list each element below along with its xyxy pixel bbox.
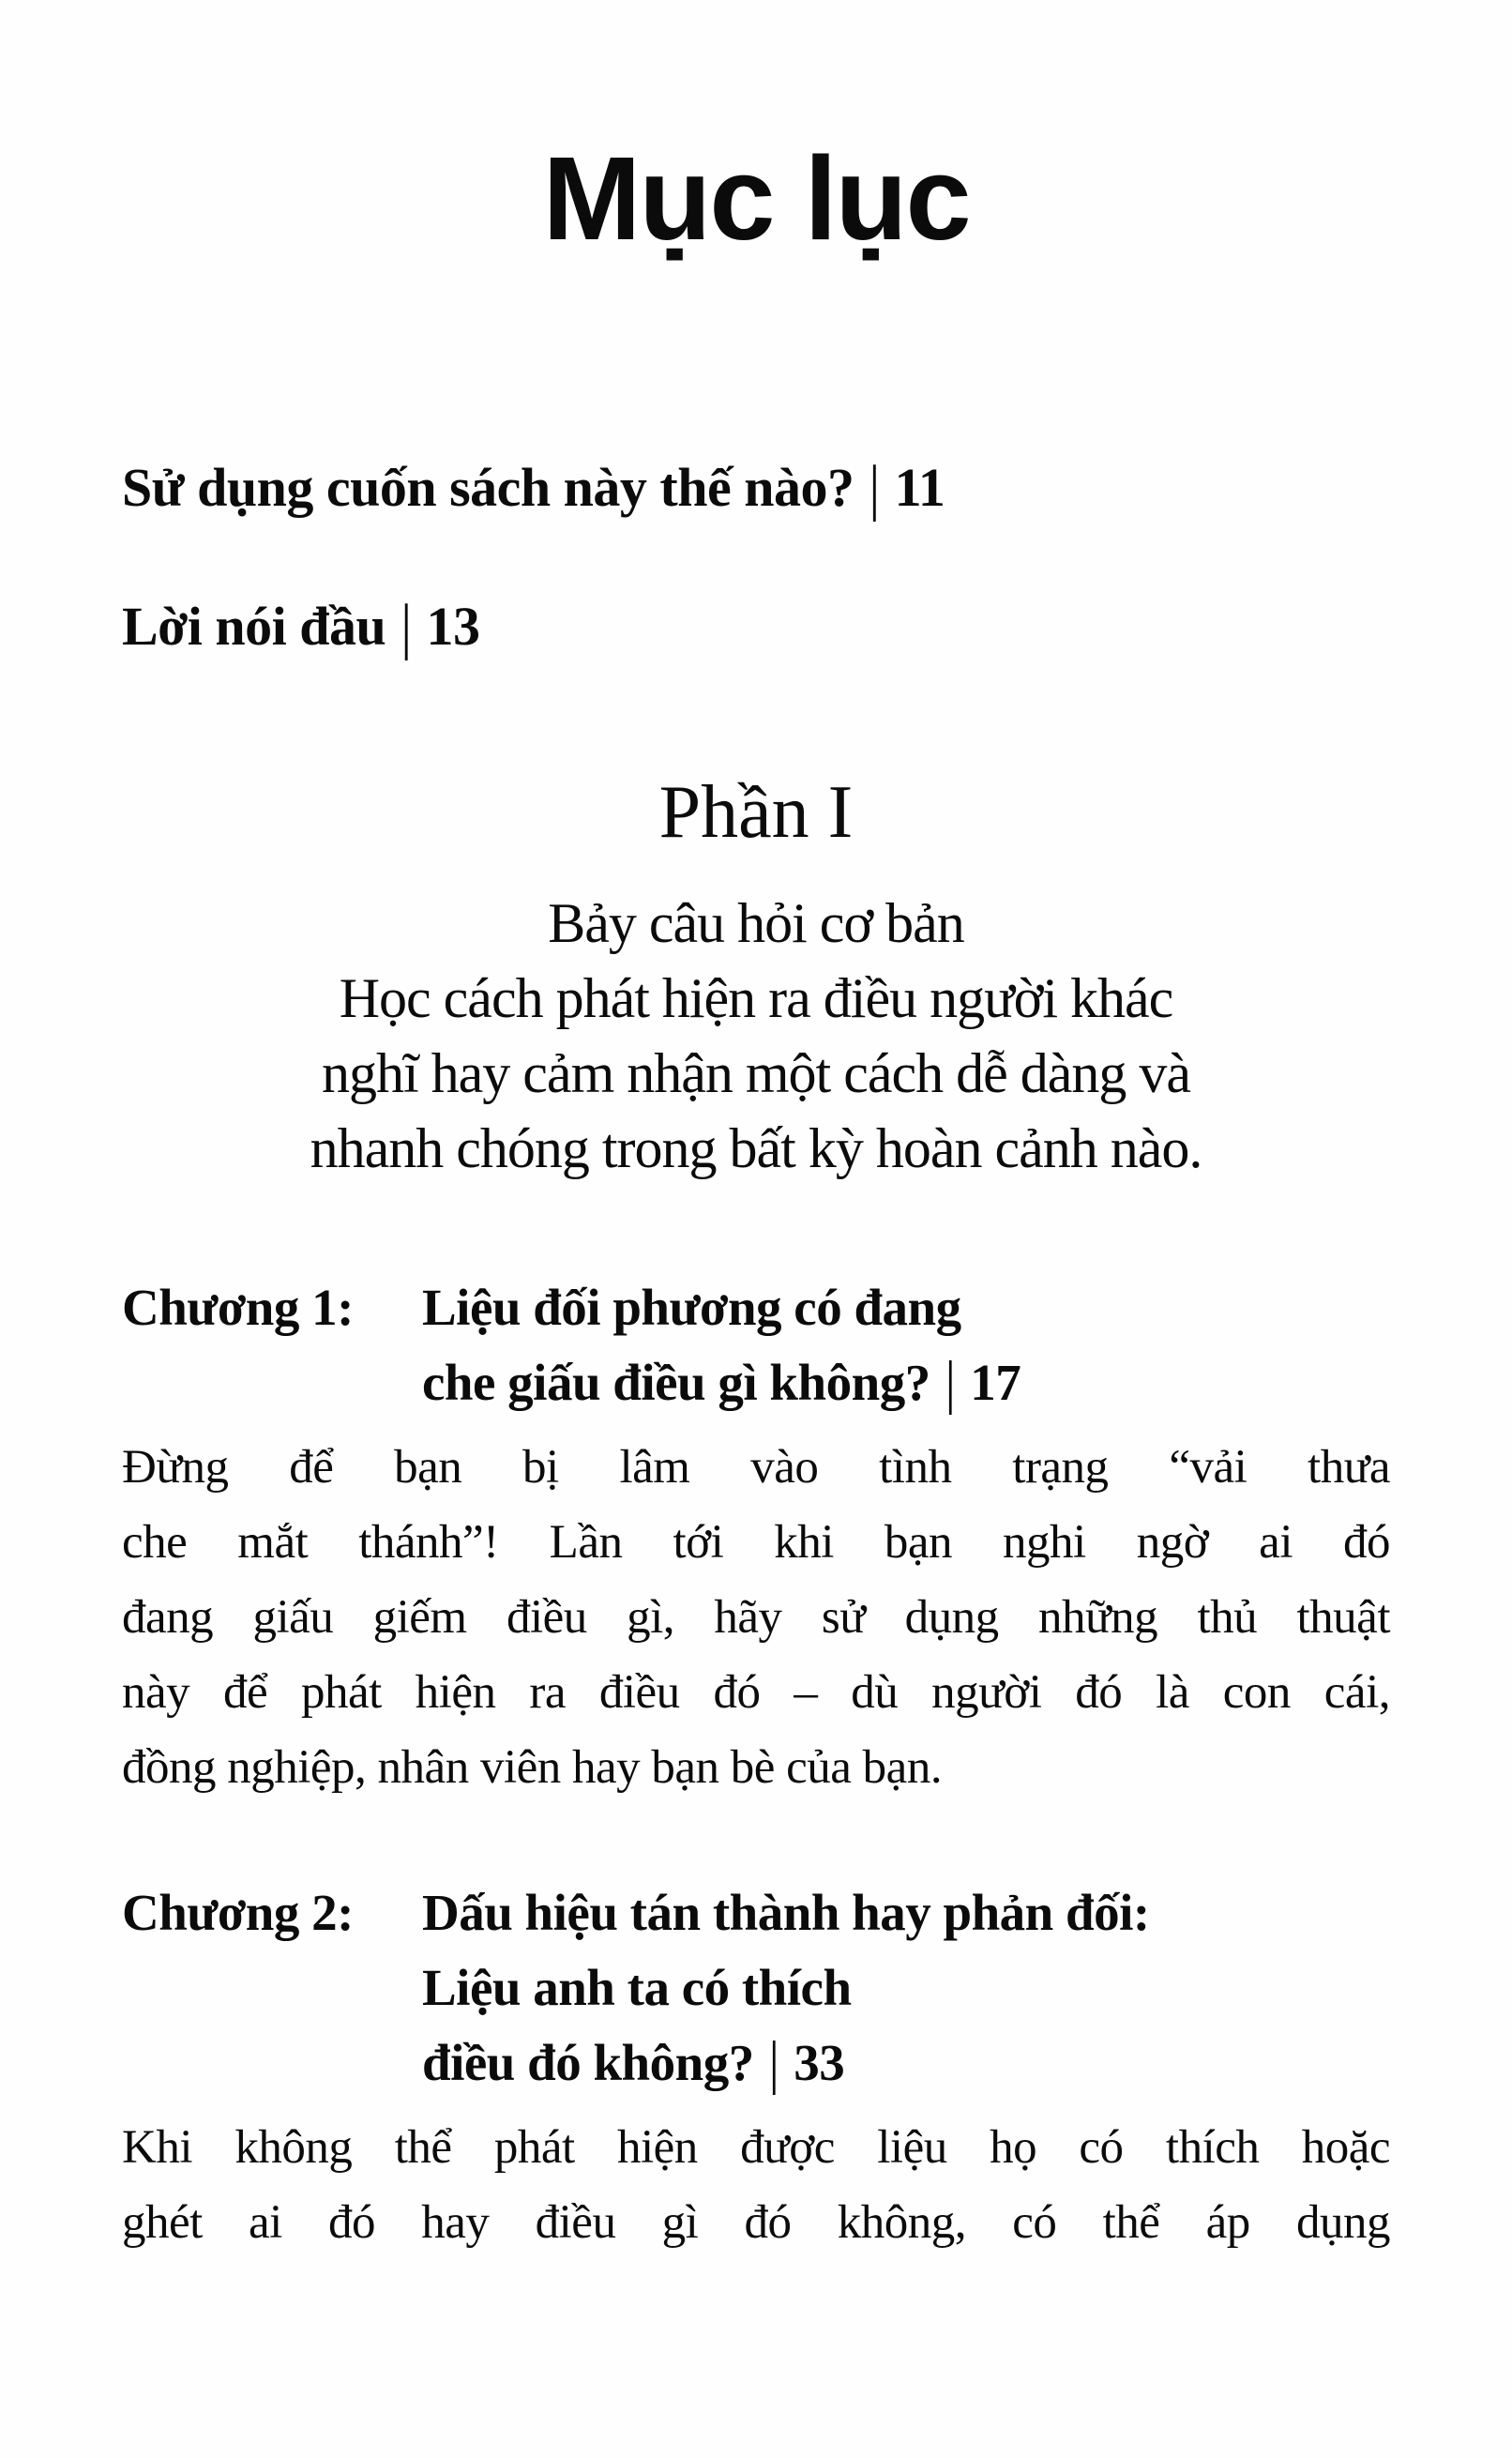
chapter-title-line: Liệu anh ta có thích	[422, 1958, 852, 2016]
chapter-1-description	[122, 1430, 1390, 1805]
separator-bar: |	[945, 1349, 956, 1416]
chapter-title-text: che giấu điều gì không?	[422, 1353, 930, 1411]
toc-entry-foreword	[122, 590, 1390, 661]
toc-entry-page-number: 11	[894, 456, 945, 518]
chapter-title	[422, 1270, 1390, 1420]
separator-bar: |	[869, 451, 880, 523]
description-line: ghét ai đó hay điều gì đó không, có thể áp dụng	[122, 2195, 1390, 2249]
chapter-label: Chương 1:	[122, 1278, 354, 1336]
description-line: đồng nghiệp, nhân viên hay bạn bè của bạn.	[122, 1740, 943, 1794]
toc-entry-usage	[122, 451, 1390, 523]
chapter-page-number: 33	[794, 2033, 845, 2091]
page-title: Mục lục	[542, 132, 970, 265]
part-subtitle	[122, 886, 1390, 1186]
description-line: Đừng để bạn bị lâm vào tình trạng “vải thưa	[122, 1440, 1390, 1494]
chapter-1-entry	[122, 1270, 1390, 1420]
part-subtitle-line: nhanh chóng trong bất kỳ hoàn cảnh nào.	[310, 1116, 1202, 1179]
description-line: che mắt thánh”! Lần tới khi bạn nghi ngờ ai đó	[122, 1515, 1390, 1569]
part-subtitle-line: Bảy câu hỏi cơ bản	[548, 891, 964, 954]
chapter-label: Chương 2:	[122, 1883, 354, 1941]
description-line: Khi không thể phát hiện được liệu họ có thích hoặc	[122, 2120, 1390, 2174]
chapter-title-text: điều đó không?	[422, 2033, 754, 2091]
description-line: này để phát hiện ra điều đó – dù người đó là con cái,	[122, 1665, 1390, 1719]
chapter-2-description	[122, 2110, 1390, 2260]
separator-bar: |	[401, 590, 412, 661]
toc-entry-label: Lời nói đầu	[122, 595, 386, 657]
description-line: đang giấu giếm điều gì, hãy sử dụng những thủ thuật	[122, 1590, 1390, 1644]
toc-entry-page-number: 13	[426, 595, 480, 657]
part-heading: Phần I	[658, 770, 854, 854]
chapter-title-line	[422, 1345, 1390, 1420]
separator-bar: |	[768, 2029, 779, 2096]
chapter-2-entry	[122, 1875, 1390, 2101]
chapter-title	[422, 1875, 1390, 2101]
part-subtitle-line: Học cách phát hiện ra điều người khác	[339, 966, 1173, 1029]
part-subtitle-line: nghĩ hay cảm nhận một cách dễ dàng và	[322, 1041, 1190, 1104]
chapter-title-line	[422, 2026, 1390, 2101]
chapter-title-line: Dấu hiệu tán thành hay phản đối:	[422, 1883, 1150, 1941]
chapter-page-number: 17	[970, 1353, 1021, 1411]
chapter-title-line: Liệu đối phương có đang	[422, 1278, 961, 1336]
toc-entry-label: Sử dụng cuốn sách này thế nào?	[122, 456, 854, 518]
